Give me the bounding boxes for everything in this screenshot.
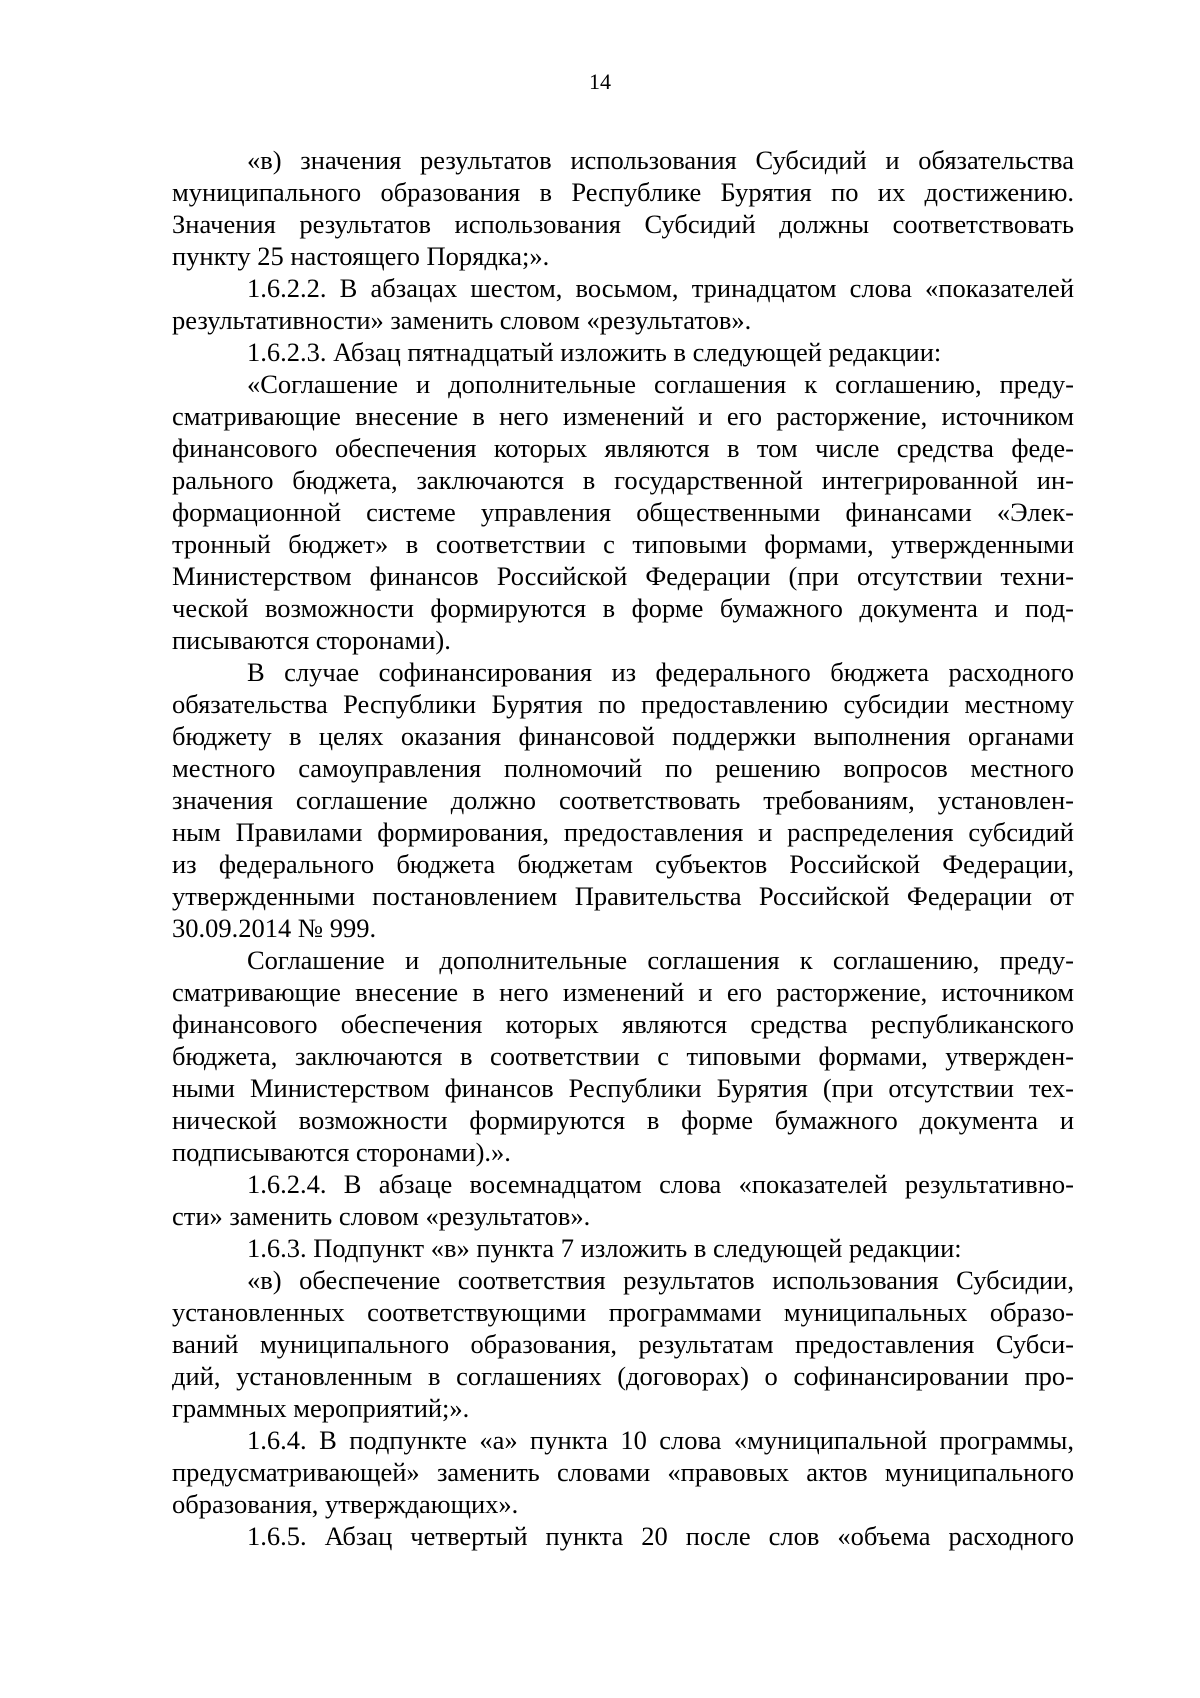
text-line: Значения результатов использования Субсидий должны соответствовать [172,209,1074,239]
text-line: В случае софинансирования из федерального бюджета расходного [247,657,1074,687]
text-line: рального бюджета, заключаются в государственной интегрированной ин- [172,465,1074,495]
paragraph-agreement-republican [172,944,1074,1168]
text-line: бюджета, заключаются в соответствии с типовыми формами, утвержден- [172,1041,1074,1071]
paragraph-cofinancing [172,656,1074,944]
paragraph-subitem-v-values [172,144,1074,272]
text-line: 1.6.4. В подпункте «а» пункта 10 слова «муниципальной программы, [247,1425,1074,1455]
document-body [172,144,1074,1552]
text-line: утвержденными постановлением Правительства Российской Федерации от [172,881,1074,911]
text-line: результативности» заменить словом «результатов». [172,305,752,335]
text-line: предусматривающей» заменить словами «правовых актов муниципального [172,1457,1074,1487]
text-line: 30.09.2014 № 999. [172,913,377,943]
text-line: значения соглашение должно соответствовать требованиям, установлен- [172,785,1074,815]
paragraph-1-6-2-3 [172,336,1074,368]
text-line: формационной системе управления общественными финансами «Элек- [172,497,1074,527]
text-line: «в) обеспечение соответствия результатов использования Субсидии, [247,1265,1074,1295]
text-line: образования, утверждающих». [172,1489,519,1519]
text-line: сти» заменить словом «результатов». [172,1201,591,1231]
text-line: из федерального бюджета бюджетам субъектов Российской Федерации, [172,849,1074,879]
text-line: «в) значения результатов использования Субсидий и обязательства [247,145,1074,175]
text-line: ными Министерством финансов Республики Бурятия (при отсутствии тех- [172,1073,1074,1103]
page-number: 14 [589,69,611,94]
text-line: 1.6.2.4. В абзаце восемнадцатом слова «показателей результативно- [247,1169,1074,1199]
text-line: установленных соответствующими программами муниципальных образо- [172,1297,1074,1327]
text-line: 1.6.2.3. Абзац пятнадцатый изложить в следующей редакции: [247,337,942,367]
text-line: муниципального образования в Республике Бурятия по их достижению. [172,177,1074,207]
paragraph-1-6-5 [172,1520,1074,1552]
text-line: 1.6.3. Подпункт «в» пункта 7 изложить в следующей редакции: [247,1233,962,1263]
paragraph-agreement-federal [172,368,1074,656]
text-line: ным Правилами формирования, предоставления и распределения субсидий [172,817,1074,847]
text-line: пункту 25 настоящего Порядка;». [172,241,550,271]
text-line: «Соглашение и дополнительные соглашения к соглашению, преду- [247,369,1074,399]
paragraph-1-6-2-4 [172,1168,1074,1232]
text-line: нической возможности формируются в форме бумажного документа и [172,1105,1074,1135]
text-line: ваний муниципального образования, результатам предоставления Субси- [172,1329,1074,1359]
text-line: сматривающие внесение в него изменений и его расторжение, источником [172,977,1074,1007]
text-line: Соглашение и дополнительные соглашения к соглашению, преду- [247,945,1074,975]
paragraph-subitem-v-compliance [172,1264,1074,1424]
text-line: тронный бюджет» в соответствии с типовыми формами, утвержденными [172,529,1074,559]
text-line: дий, установленным в соглашениях (договорах) о софинансировании про- [172,1361,1074,1391]
paragraph-1-6-4 [172,1424,1074,1520]
text-line: ческой возможности формируются в форме бумажного документа и под- [172,593,1074,623]
text-line: 1.6.5. Абзац четвертый пункта 20 после слов «объема расходного [247,1521,1074,1551]
text-line: граммных мероприятий;». [172,1393,470,1423]
paragraph-1-6-2-2 [172,272,1074,336]
text-line: местного самоуправления полномочий по решению вопросов местного [172,753,1074,783]
paragraph-1-6-3 [172,1232,1074,1264]
text-line: обязательства Республики Бурятия по предоставлению субсидии местному [172,689,1074,719]
text-line: Министерством финансов Российской Федерации (при отсутствии техни- [172,561,1074,591]
text-line: 1.6.2.2. В абзацах шестом, восьмом, тринадцатом слова «показателей [247,273,1074,303]
text-line: бюджету в целях оказания финансовой поддержки выполнения органами [172,721,1074,751]
text-line: финансового обеспечения которых являются средства республиканского [172,1009,1074,1039]
text-line: подписываются сторонами).». [172,1137,511,1167]
text-line: писываются сторонами). [172,625,451,655]
text-line: сматривающие внесение в него изменений и его расторжение, источником [172,401,1074,431]
text-line: финансового обеспечения которых являются в том числе средства феде- [172,433,1074,463]
